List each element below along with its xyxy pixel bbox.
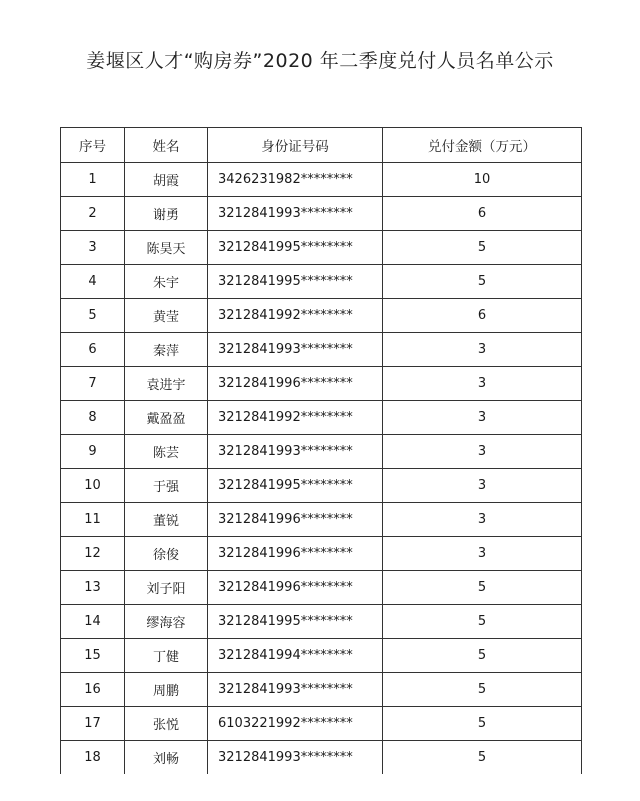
- cell-name: 董锐: [125, 503, 208, 537]
- cell-name: 陈昊天: [125, 231, 208, 265]
- table-row: [61, 673, 582, 707]
- cell-payout-amount: 3: [383, 401, 582, 435]
- cell-name: 胡霞: [125, 163, 208, 197]
- cell-serial-number: 6: [61, 333, 125, 367]
- cell-payout-amount: 3: [383, 333, 582, 367]
- cell-id-number: 3212841995********: [208, 231, 383, 265]
- cell-id-number: 6103221992********: [208, 707, 383, 741]
- table-row: [61, 333, 582, 367]
- cell-name: 秦萍: [125, 333, 208, 367]
- cell-payout-amount: 5: [383, 639, 582, 673]
- cell-serial-number: 10: [61, 469, 125, 503]
- cell-payout-amount: 5: [383, 741, 582, 775]
- cell-id-number: 3212841996********: [208, 537, 383, 571]
- cell-payout-amount: 3: [383, 367, 582, 401]
- cell-payout-amount: 3: [383, 503, 582, 537]
- table-row: [61, 741, 582, 775]
- cell-id-number: 3212841992********: [208, 299, 383, 333]
- table-row: [61, 469, 582, 503]
- header-id-number: 身份证号码: [208, 128, 383, 163]
- table-row: [61, 435, 582, 469]
- cell-name: 周鹏: [125, 673, 208, 707]
- cell-serial-number: 16: [61, 673, 125, 707]
- cell-serial-number: 13: [61, 571, 125, 605]
- table-row: [61, 605, 582, 639]
- table-row: [61, 163, 582, 197]
- table-row: [61, 571, 582, 605]
- cell-name: 徐俊: [125, 537, 208, 571]
- cell-id-number: 3212841996********: [208, 503, 383, 537]
- cell-id-number: 3212841993********: [208, 673, 383, 707]
- cell-payout-amount: 5: [383, 571, 582, 605]
- cell-payout-amount: 6: [383, 299, 582, 333]
- cell-payout-amount: 5: [383, 707, 582, 741]
- table-row: [61, 401, 582, 435]
- table-header-row: [61, 128, 582, 163]
- cell-serial-number: 17: [61, 707, 125, 741]
- header-serial-number: 序号: [61, 128, 125, 163]
- table-row: [61, 367, 582, 401]
- cell-serial-number: 9: [61, 435, 125, 469]
- cell-id-number: 3212841996********: [208, 571, 383, 605]
- cell-name: 谢勇: [125, 197, 208, 231]
- cell-name: 黄莹: [125, 299, 208, 333]
- cell-id-number: 3212841993********: [208, 435, 383, 469]
- cell-name: 张悦: [125, 707, 208, 741]
- cell-payout-amount: 5: [383, 673, 582, 707]
- header-payout-amount: 兑付金额（万元）: [383, 128, 582, 163]
- cell-id-number: 3212841995********: [208, 605, 383, 639]
- payout-table: [60, 127, 582, 774]
- cell-name: 朱宇: [125, 265, 208, 299]
- cell-name: 丁健: [125, 639, 208, 673]
- cell-serial-number: 3: [61, 231, 125, 265]
- table-row: [61, 231, 582, 265]
- cell-serial-number: 5: [61, 299, 125, 333]
- cell-id-number: 3426231982********: [208, 163, 383, 197]
- cell-id-number: 3212841994********: [208, 639, 383, 673]
- cell-name: 于强: [125, 469, 208, 503]
- cell-payout-amount: 3: [383, 435, 582, 469]
- table-row: [61, 503, 582, 537]
- cell-payout-amount: 6: [383, 197, 582, 231]
- cell-payout-amount: 5: [383, 605, 582, 639]
- cell-name: 刘畅: [125, 741, 208, 775]
- cell-serial-number: 7: [61, 367, 125, 401]
- cell-id-number: 3212841992********: [208, 401, 383, 435]
- cell-id-number: 3212841996********: [208, 367, 383, 401]
- table-row: [61, 299, 582, 333]
- cell-id-number: 3212841993********: [208, 197, 383, 231]
- table-row: [61, 707, 582, 741]
- cell-serial-number: 4: [61, 265, 125, 299]
- cell-serial-number: 15: [61, 639, 125, 673]
- cell-id-number: 3212841993********: [208, 741, 383, 775]
- cell-payout-amount: 5: [383, 265, 582, 299]
- table-row: [61, 197, 582, 231]
- cell-name: 袁进宇: [125, 367, 208, 401]
- cell-serial-number: 11: [61, 503, 125, 537]
- cell-name: 戴盈盈: [125, 401, 208, 435]
- table-row: [61, 639, 582, 673]
- cell-name: 刘子阳: [125, 571, 208, 605]
- cell-name: 缪海容: [125, 605, 208, 639]
- cell-serial-number: 12: [61, 537, 125, 571]
- table-row: [61, 537, 582, 571]
- cell-serial-number: 1: [61, 163, 125, 197]
- cell-serial-number: 8: [61, 401, 125, 435]
- cell-serial-number: 14: [61, 605, 125, 639]
- cell-payout-amount: 5: [383, 231, 582, 265]
- cell-serial-number: 2: [61, 197, 125, 231]
- cell-id-number: 3212841995********: [208, 265, 383, 299]
- cell-id-number: 3212841995********: [208, 469, 383, 503]
- cell-serial-number: 18: [61, 741, 125, 775]
- cell-payout-amount: 3: [383, 537, 582, 571]
- cell-payout-amount: 3: [383, 469, 582, 503]
- cell-id-number: 3212841993********: [208, 333, 383, 367]
- cell-payout-amount: 10: [383, 163, 582, 197]
- header-name: 姓名: [125, 128, 208, 163]
- page-title: 姜堰区人才“购房券”2020 年二季度兑付人员名单公示: [86, 50, 554, 72]
- cell-name: 陈芸: [125, 435, 208, 469]
- table-body: [61, 163, 582, 775]
- table-row: [61, 265, 582, 299]
